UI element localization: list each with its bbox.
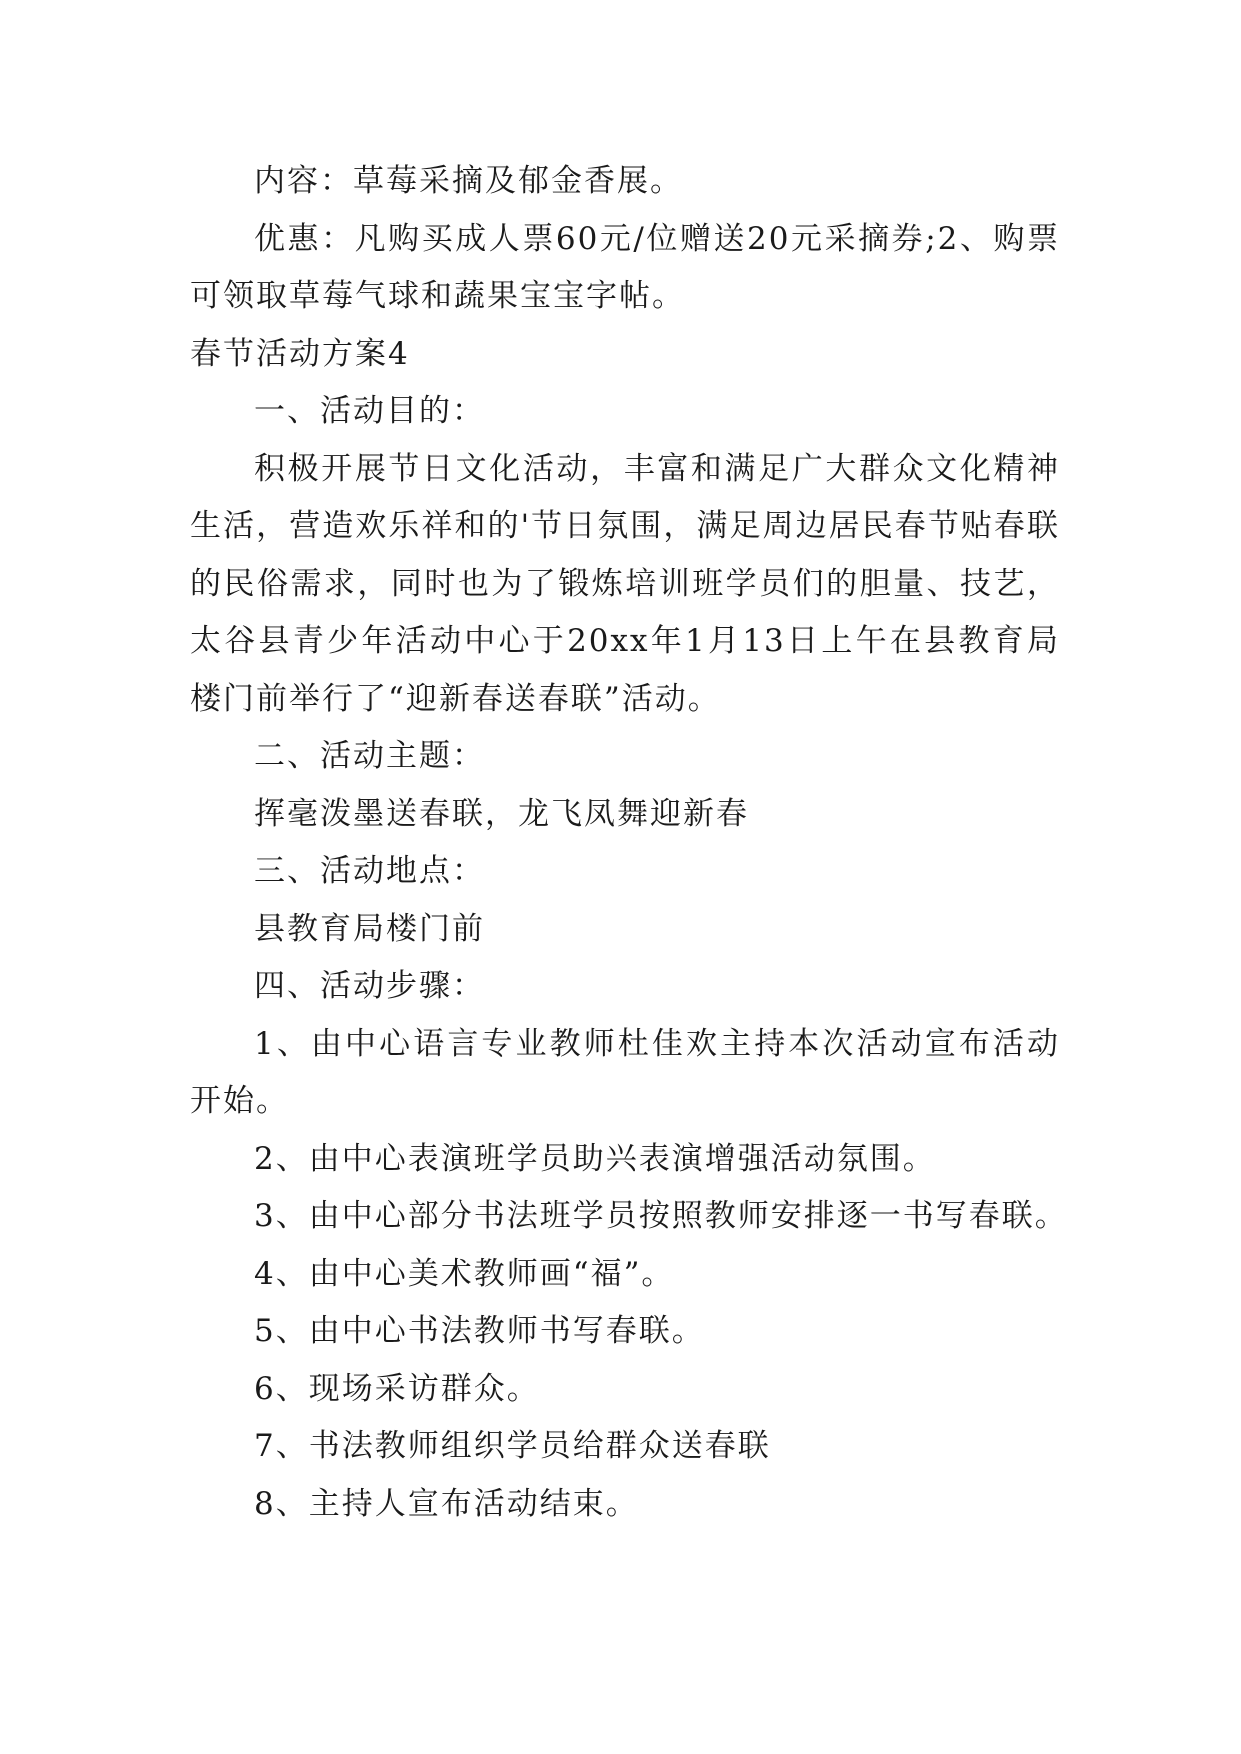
- paragraph-location: 县教育局楼门前: [254, 910, 485, 947]
- document-body: [190, 153, 1068, 1533]
- step-2: 2、由中心表演班学员助兴表演增强活动氛围。: [254, 1140, 936, 1177]
- step-6: 6、现场采访群众。: [254, 1370, 540, 1407]
- step-4: 4、由中心美术教师画“福”。: [254, 1255, 675, 1292]
- heading-theme: 二、活动主题：: [254, 738, 485, 774]
- paragraph-content: 内容：草莓采摘及郁金香展。: [254, 163, 683, 199]
- step-8: 8、主持人宣布活动结束。: [254, 1485, 639, 1522]
- paragraph-theme: 挥毫泼墨送春联，龙飞凤舞迎新春: [254, 795, 749, 832]
- paragraph-purpose: 积极开展节日文化活动，丰富和满足广大群众文化精神生活，营造欢乐祥和的'节日氛围，满足周边居民春节贴春联的民俗需求，同时也为了锻炼培训班学员们的胆量、技艺，太谷县青少年活动中心于20xx年1月13日上午在县教育局楼门前举行了“迎新春送春联”活动。: [190, 450, 1060, 717]
- heading-purpose: 一、活动目的：: [254, 393, 485, 429]
- step-7: 7、书法教师组织学员给群众送春联: [254, 1428, 771, 1464]
- step-1: 1、由中心语言专业教师杜佳欢主持本次活动宣布活动开始。: [190, 1025, 1060, 1119]
- paragraph-discount: 优惠：凡购买成人票60元/位赠送20元采摘券;2、购票可领取草莓气球和蔬果宝宝字帖。: [190, 220, 1060, 314]
- step-5: 5、由中心书法教师书写春联。: [254, 1313, 705, 1349]
- step-3: 3、由中心部分书法班学员按照教师安排逐一书写春联。: [254, 1198, 1068, 1234]
- heading-steps: 四、活动步骤：: [254, 968, 485, 1004]
- section-title: 春节活动方案4: [190, 335, 410, 372]
- heading-location: 三、活动地点：: [254, 853, 485, 889]
